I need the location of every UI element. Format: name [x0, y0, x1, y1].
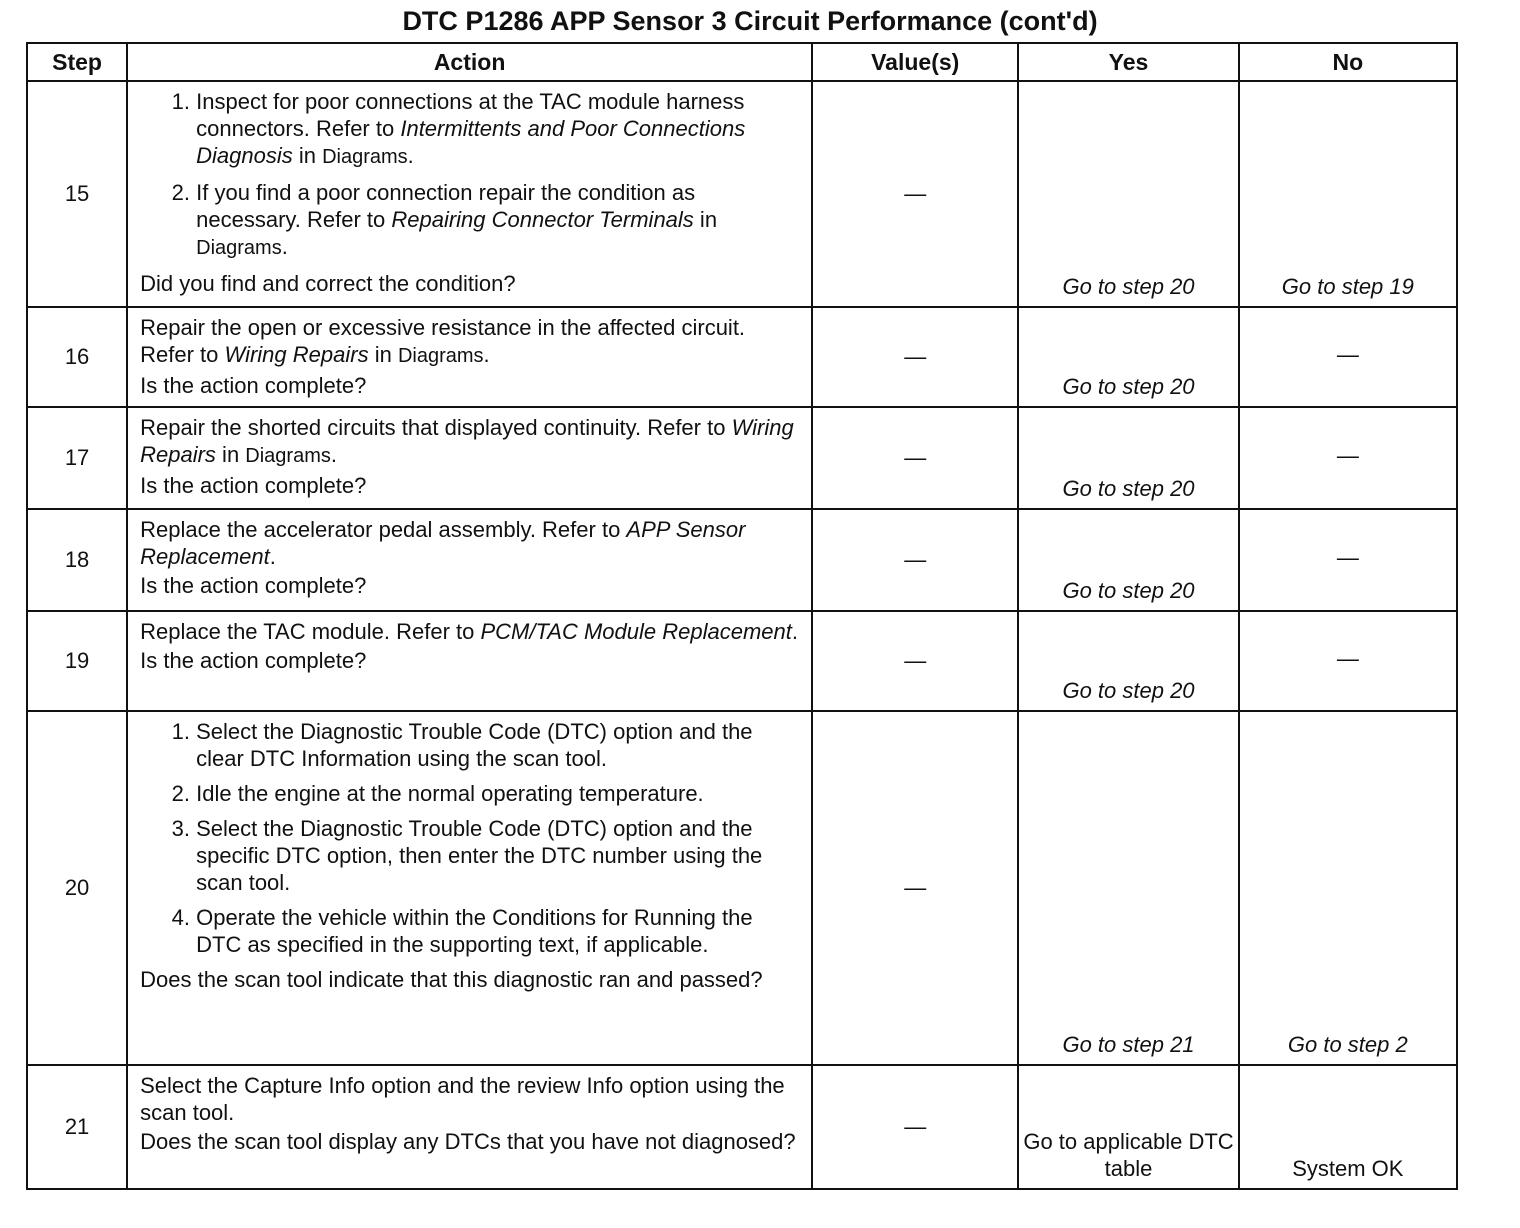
yes-cell: Go to step 20 — [1018, 407, 1238, 509]
table-row-step-19 — [27, 611, 1457, 711]
action-question: Does the scan tool display any DTCs that you have not diagnosed? — [140, 1129, 796, 1154]
yes-cell: Go to step 20 — [1018, 509, 1238, 611]
table-row-step-20 — [27, 711, 1457, 1065]
yes-cell: Go to step 20 — [1018, 81, 1238, 307]
step-number: 21 — [27, 1065, 127, 1189]
value-cell: — — [812, 1065, 1018, 1189]
table-row-step-17 — [27, 407, 1457, 509]
header-row — [27, 43, 1457, 81]
table-row-step-21 — [27, 1065, 1457, 1189]
value-cell: — — [812, 711, 1018, 1065]
value-cell: — — [812, 307, 1018, 407]
action-steps — [140, 718, 801, 958]
action-step-item: 2. Idle the engine at the normal operating temperature. — [196, 780, 801, 807]
action-step-item: 1. Select the Diagnostic Trouble Code (DTC) option and the clear DTC Information using the scan tool. — [196, 718, 801, 772]
yes-cell: Go to applicable DTC table — [1018, 1065, 1238, 1189]
action-steps — [140, 88, 801, 262]
table-row-step-15 — [27, 81, 1457, 307]
step-number: 16 — [27, 307, 127, 407]
action-step-item: 2. If you find a poor connection repair the condition as necessary. Refer to Repairing Connector Terminals in Diagrams. — [196, 179, 801, 262]
action-cell — [127, 1065, 812, 1189]
action-text: Repair the shorted circuits that displayed continuity. Refer to Wiring Repairs in Diagrams. — [140, 415, 794, 467]
header-action: Action — [127, 43, 812, 81]
no-cell: — — [1239, 407, 1457, 509]
action-text: Replace the TAC module. Refer to PCM/TAC Module Replacement. — [140, 619, 798, 644]
yes-cell: Go to step 20 — [1018, 307, 1238, 407]
action-text: Replace the accelerator pedal assembly. Refer to APP Sensor Replacement. — [140, 517, 746, 569]
value-cell: — — [812, 407, 1018, 509]
action-step-item: 1. Inspect for poor connections at the TAC module harness connectors. Refer to Intermittents and Poor Connections Diagnosis in Diagrams. — [196, 88, 801, 171]
no-cell: System OK — [1239, 1065, 1457, 1189]
table-row-step-16 — [27, 307, 1457, 407]
action-step-item: 4. Operate the vehicle within the Conditions for Running the DTC as specified in the supporting text, if applicable. — [196, 904, 801, 958]
action-step-item: 3. Select the Diagnostic Trouble Code (DTC) option and the specific DTC option, then enter the DTC number using the scan tool. — [196, 815, 801, 896]
action-text: Repair the open or excessive resistance in the affected circuit. Refer to Wiring Repairs in Diagrams. — [140, 315, 746, 367]
header-no: No — [1239, 43, 1457, 81]
no-cell: — — [1239, 307, 1457, 407]
page-title: DTC P1286 APP Sensor 3 Circuit Performance (cont'd) — [402, 6, 1098, 36]
step-number: 19 — [27, 611, 127, 711]
no-cell: Go to step 19 — [1239, 81, 1457, 307]
action-cell — [127, 81, 812, 307]
header-step: Step — [27, 43, 127, 81]
diagnostic-table — [26, 42, 1458, 1190]
action-cell — [127, 307, 812, 407]
action-question: Is the action complete? — [140, 473, 367, 498]
action-cell — [127, 711, 812, 1065]
yes-cell: Go to step 20 — [1018, 611, 1238, 711]
action-question: Is the action complete? — [140, 573, 367, 598]
table-row-step-18 — [27, 509, 1457, 611]
step-number: 20 — [27, 711, 127, 1065]
value-cell: — — [812, 611, 1018, 711]
action-text: Select the Capture Info option and the review Info option using the scan tool. — [140, 1073, 785, 1125]
action-cell — [127, 509, 812, 611]
step-number: 18 — [27, 509, 127, 611]
action-question: Is the action complete? — [140, 648, 367, 673]
header-yes: Yes — [1018, 43, 1238, 81]
step-number: 15 — [27, 81, 127, 307]
action-cell — [127, 611, 812, 711]
no-cell: — — [1239, 611, 1457, 711]
no-cell: Go to step 2 — [1239, 711, 1457, 1065]
value-cell: — — [812, 81, 1018, 307]
action-question: Does the scan tool indicate that this diagnostic ran and passed? — [140, 967, 763, 992]
no-cell: — — [1239, 509, 1457, 611]
value-cell: — — [812, 509, 1018, 611]
header-values: Value(s) — [812, 43, 1018, 81]
yes-cell: Go to step 21 — [1018, 711, 1238, 1065]
action-question: Is the action complete? — [140, 373, 367, 398]
step-number: 17 — [27, 407, 127, 509]
action-cell — [127, 407, 812, 509]
action-question: Did you find and correct the condition? — [140, 271, 516, 296]
